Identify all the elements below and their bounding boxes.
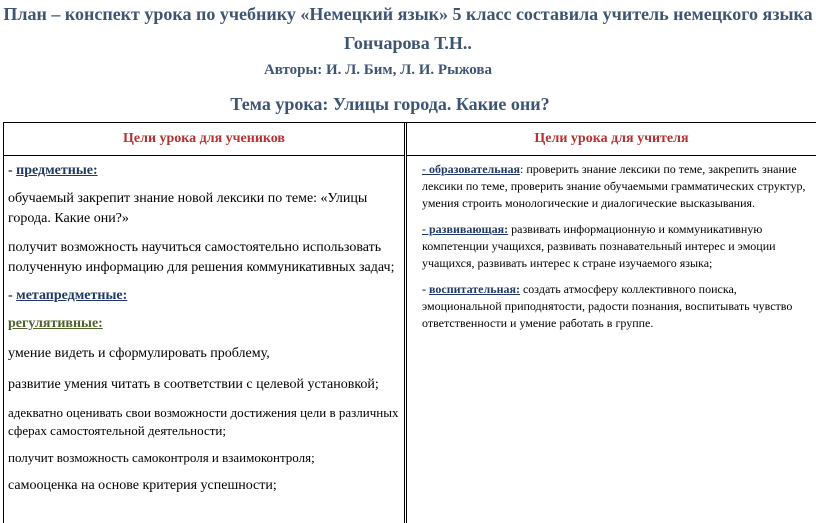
authors: Авторы: И. Л. Бим, Л. И. Рыжова <box>263 62 493 78</box>
goal-educational <box>422 161 812 212</box>
lesson-topic: Тема урока: Улицы города. Какие они? <box>230 94 550 114</box>
developing-text: развивать информационную и коммуникативную компетенции учащихся, развивать познавательный интерес и эмоции учащихся, развивать интерес к стране изучаемого языка; <box>422 222 776 270</box>
educational-text: : проверить знание лексики по теме, закрепить знание лексики по теме, проверить знание обучаемыми грамматических структур, умения строить монологические и диалогические высказывания. <box>422 162 806 210</box>
goal-item: получит возможность научиться самостоятельно использовать полученную информацию для решения коммуникативных задач; <box>8 240 395 275</box>
upbringing-text: создать атмосферу коллективного поиска, эмоциональной приподнятости, радости познания, воспитывать чувство ответственности и умение работать в группе. <box>422 282 793 330</box>
goal-item: самооценка на основе критерия успешности; <box>8 478 277 493</box>
header-students: Цели урока для учеников <box>4 123 404 156</box>
educational-label: - образовательная <box>422 162 520 176</box>
dash: - <box>8 163 17 178</box>
goal-item: развитие умения читать в соответствии с целевой установкой; <box>8 377 379 392</box>
goals-table <box>3 122 816 523</box>
meta-label: метапредметные: <box>16 288 128 303</box>
students-goals <box>8 161 400 496</box>
regulatory-label: регулятивные: <box>8 316 103 331</box>
dash: - <box>8 288 17 303</box>
column-divider <box>404 123 405 523</box>
goal-item: адекватно оценивать свои возможности достижения цели в различных сферах самостоятельной деятельности; <box>8 405 399 438</box>
dash: - <box>422 282 429 296</box>
developing-label: - развивающая: <box>422 222 509 236</box>
teacher-goals <box>422 161 812 332</box>
column-divider-2 <box>406 123 407 523</box>
title-line-2: Гончарова Т.Н.. <box>344 33 472 53</box>
goal-developing <box>422 221 812 272</box>
title-line-1: План – конспект урока по учебнику «Немецкий язык» 5 класс составила учитель немецкого языка <box>3 4 813 24</box>
subject-label: предметные: <box>16 163 98 178</box>
upbringing-label: воспитательная: <box>429 282 520 296</box>
goal-item: обучаемый закрепит знание новой лексики по теме: «Улицы города. Какие они?» <box>8 191 368 226</box>
header-teacher: Цели урока для учителя <box>406 123 816 156</box>
goal-item: получит возможность самоконтроля и взаимоконтроля; <box>8 450 315 465</box>
goal-item: умение видеть и сформулировать проблему, <box>8 346 270 361</box>
goal-upbringing <box>422 281 812 332</box>
document-title <box>0 2 816 55</box>
